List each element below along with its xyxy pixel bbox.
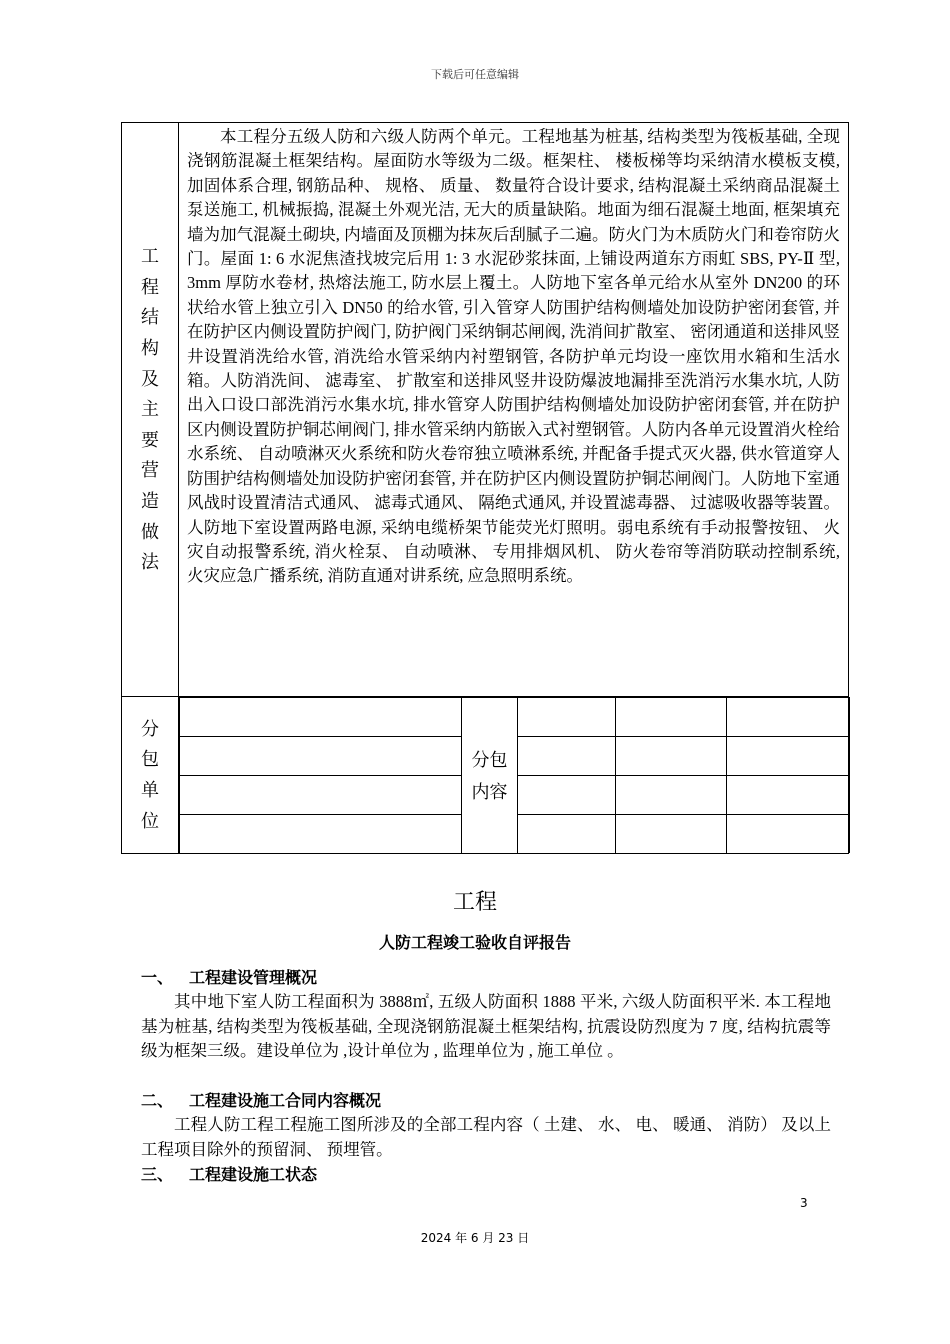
structure-text: 本工程分五级人防和六级人防两个单元。工程地基为桩基, 结构类型为筏板基础, 全现浇钢筋混凝土框架结构。屋面防水等级为二级。框架柱、 楼板梯等均采纳清水模板支模, 加固体系合理, 钢筋品种、 规格、 质量、 数量符合设计要求, 结构混凝土采纳商品混凝土泵送施工, 机械振捣, 混凝土外观光洁, 无大的质量缺陷。地面为细石混凝土地面, 框架填充墙为加气混凝土砌块, 内墙面及顶棚为抹灰后刮腻子二遍。防火门为木质防火门和卷帘防火门。屋面 1: 6 水泥焦渣找坡完后用 1: 3 水泥砂浆抹面, 上铺设两道东方雨虹 SBS, PY-Ⅱ 型, 3mm 厚防水卷材, 热熔法施工, 防水层上覆土。人防地下室各单元给水从室外 DN200 的环状给水管上独立引入 DN50 的给水管, 引入管穿人防围护结构侧墙处加设防护密闭套管, 并在防护区内侧设置防护阀门, 防护阀门采纳铜芯闸阀, 洗消间扩散室、 密闭通道和送排风竖井设置消洗给水管, 消洗给水管采纳内衬塑钢管, 各防护单元均设一座饮用水箱和生活水箱。人防消洗间、 滤毒室、 扩散室和送排风竖井设防爆波地漏排至洗消污水集水坑, 人防出入口设口部洗消污水集水坑, 排水管穿人防围护结构侧墙处加设防护密闭套管, 并在防护区内侧设置防护铜芯闸阀门, 排水管采纳内筋嵌入式衬塑钢管。人防内各单元设置消火栓给水系统、 自动喷淋灭火系统和防火卷帘独立喷淋系统, 并配备手提式灭火器, 供水管道穿人防围护结构侧墙处加设防护密闭套管, 并在防护区内侧设置防护铜芯闸阀门。人防地下室通风战时设置清洁式通风、 滤毒式通风、 隔绝式通风, 并设置滤毒器、 过滤吸收器等装置。人防地下室设置两路电源, 采纳电缆桥架节能荧光灯照明。弱电系统有手动报警按钮、 火灾自动报警系统, 消火栓泵、 自动喷淋、 专用排烟风机、 防火卷帘等消防联动控制系统, 火灾应急广播系统, 消防直通对讲系统, 应急照明系统。 (187, 127, 841, 586)
sub-content-cell[interactable] (518, 737, 616, 776)
page-number: 3 (800, 1196, 808, 1210)
section-heading-text: 工程建设施工状态 (189, 1165, 318, 1184)
section-heading (141, 966, 831, 990)
structure-label-char: 程 (141, 276, 159, 297)
sub-content-cell[interactable] (616, 776, 727, 815)
structure-label-char: 法 (141, 552, 159, 573)
report-title: 人防工程竣工验收自评报告 (378, 933, 571, 952)
structure-label-char: 及 (141, 368, 159, 389)
section-heading-text: 工程建设施工合同内容概况 (189, 1091, 382, 1110)
section-number: 一、 (141, 968, 174, 987)
structure-label-chars (122, 241, 178, 578)
sub-unit-label-char: 单 (141, 780, 159, 800)
section-number: 三、 (141, 1165, 174, 1184)
structure-label (122, 123, 179, 697)
section-2 (141, 1089, 831, 1162)
header-note: 下载后可任意编辑 (431, 68, 519, 81)
section-heading (141, 1163, 831, 1187)
structure-label-char: 结 (141, 307, 159, 328)
sub-unit-label-chars (122, 714, 178, 836)
sub-unit-label-char: 位 (141, 810, 159, 831)
section-1 (141, 966, 831, 1064)
sub-unit-label (122, 697, 179, 854)
structure-label-char: 主 (141, 399, 159, 420)
structure-label-char: 做 (141, 521, 159, 542)
section-heading-text: 工程建设管理概况 (189, 968, 318, 987)
sub-unit-label-char: 包 (141, 749, 159, 770)
sub-content-cell[interactable] (518, 815, 616, 854)
section-paragraph: 工程人防工程工程施工图所涉及的全部工程内容（ 土建、 水、 电、 暖通、 消防） 及以上工程项目除外的预留洞、 预埋管。 (141, 1115, 832, 1159)
sub-content-cell[interactable] (727, 815, 850, 854)
sub-unit-cell[interactable] (180, 698, 462, 737)
structure-label-char: 造 (141, 490, 159, 511)
sub-content-cell[interactable] (616, 698, 727, 737)
sub-unit-cell[interactable] (180, 815, 462, 854)
section-heading (141, 1089, 831, 1113)
structure-label-char: 要 (141, 429, 159, 450)
section-paragraph: 其中地下室人防工程面积为 3888㎡, 五级人防面积 1888 平米, 六级人防面积平米. 本工程地基为桩基, 结构类型为筏板基础, 全现浇钢筋混凝土框架结构, 抗震设防烈度为 7 度, 结构抗震等级为框架三级。建设单位为 ,设计单位为 , 监理单位为 , 施工单位 。 (141, 992, 831, 1060)
sub-contract-grid (179, 697, 850, 853)
sub-content-cell[interactable] (727, 776, 850, 815)
sub-content-cell[interactable] (616, 737, 727, 776)
sub-content-label-line-2: 内容 (471, 781, 508, 802)
structure-label-char: 营 (141, 460, 159, 481)
sub-content-label (462, 698, 518, 854)
structure-content-cell (179, 123, 849, 697)
section-number: 二、 (141, 1091, 174, 1110)
section-3 (141, 1163, 831, 1187)
sub-content-cell[interactable] (616, 815, 727, 854)
sub-unit-cell[interactable] (180, 776, 462, 815)
structure-label-char: 工 (141, 246, 159, 267)
structure-label-char: 构 (141, 338, 159, 359)
project-table (121, 122, 849, 854)
sub-content-cell[interactable] (518, 776, 616, 815)
sub-unit-cell[interactable] (180, 737, 462, 776)
sub-content-cell[interactable] (727, 737, 850, 776)
sub-content-label-line-1: 分包 (471, 749, 508, 770)
sub-contract-area (179, 697, 849, 854)
sub-unit-label-char: 分 (141, 718, 159, 739)
footer-date: 2024 年 6 月 23 日 (420, 1231, 530, 1245)
page-title: 工程 (452, 890, 497, 915)
sub-content-cell[interactable] (727, 698, 850, 737)
sub-content-cell[interactable] (518, 698, 616, 737)
